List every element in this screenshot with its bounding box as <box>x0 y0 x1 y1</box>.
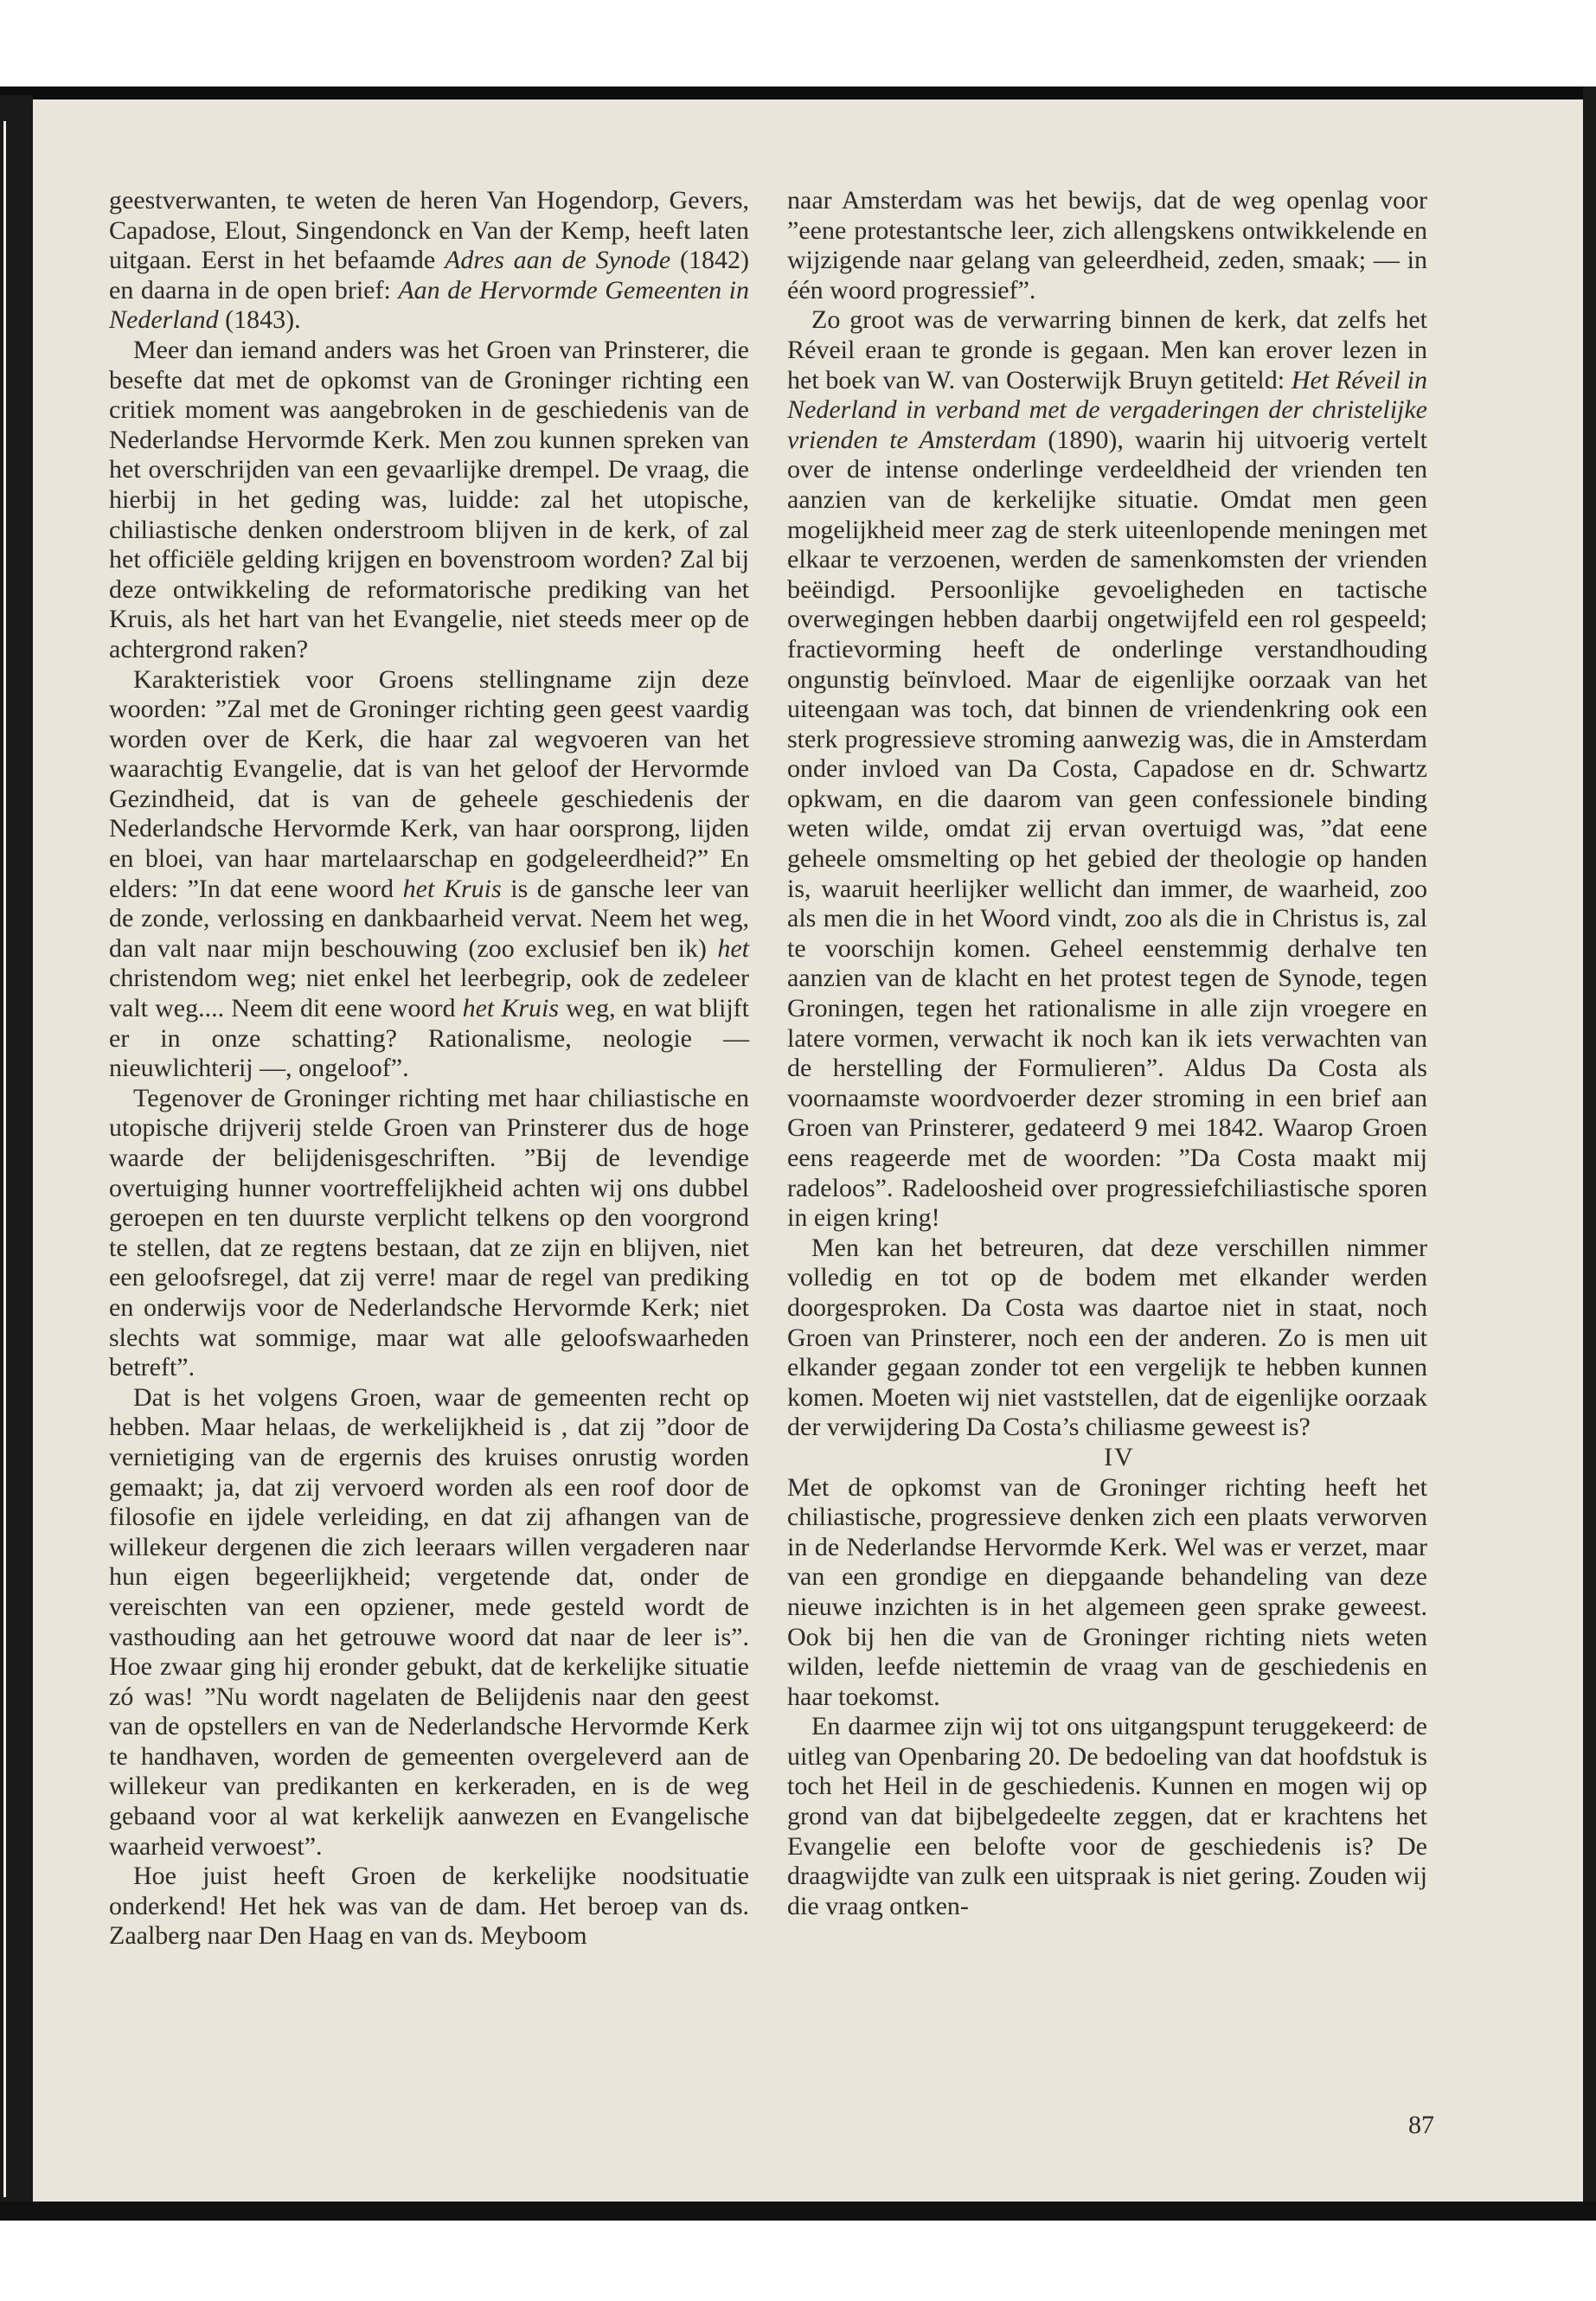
right-paragraph-5: En daarmee zijn wij tot ons uitgangspunt teruggekeerd: de uitleg van Openbaring 20. De bedoeling van dat hoofdstuk is toch het Heil in de geschiedenis. Kunnen en mogen wij op grond van dat bijbelgedeelte zeggen, dat er krachtens het Evangelie een belofte voor de geschiedenis is? De draagwijdte van zulk een uitspraak is niet gering. Zouden wij die vraag ontken- <box>787 1712 1427 1920</box>
scan-border-bottom <box>0 2202 1596 2221</box>
section-heading-iv: IV <box>1104 1442 1135 1471</box>
scan-edge-line <box>3 121 6 2197</box>
title-adres-synode: Adres aan de Synode <box>445 246 671 275</box>
emphasis-het-kruis: het Kruis <box>402 874 502 903</box>
right-paragraph-1: naar Amsterdam was het bewijs, dat de weg openlag voor ”eene protestantsche leer, zich allengskens ontwikkelende en wijzigende naar gelang van geleerdheid, zeden, smaak; — in één woord progressief”. <box>787 186 1427 304</box>
left-paragraph-2: Meer dan iemand anders was het Groen van Prinsterer, die besefte dat met de opkomst van de Groninger richting een critiek moment was aangebroken in de geschiedenis van de Nederlandse Hervormde Kerk. Men zou kunnen spreken van het overschrijden van een gevaarlijke drempel. De vraag, die hierbij in het geding was, luidde: zal het utopische, chiliastische denken onderstroom blijven in de kerk, of zal het officiële gelding krijgen en bovenstroom worden? Zal bij deze ontwikkeling de reformatorische prediking van het Kruis, als het hart van het Evangelie, niet steeds meer op de achtergrond raken? <box>109 335 749 663</box>
scan-border-right <box>1583 87 1596 2206</box>
book-page <box>33 99 1583 2210</box>
title-reveil-in-nederland: Het Réveil in Nederland in verband met de vergaderingen der christelijke vrienden te Amsterdam <box>787 365 1427 454</box>
left-paragraph-6: Hoe juist heeft Groen de kerkelijke noodsituatie onderkend! Het hek was van de dam. Het beroep van ds. Zaalberg naar Den Haag en van ds. Meyboom <box>109 1862 749 1951</box>
left-column <box>109 186 749 1952</box>
left-paragraph-4: Tegenover de Groninger richting met haar chiliastische en utopische drijverij stelde Groen van Prinsterer dus de hoge waarde der belijdenisgeschriften. ”Bij de levendige overtuiging hunner voortreffelijkheid achten wij ons dubbel geroepen en ten duurste verplicht telkens op den voorgrond te stellen, dat ze regtens bestaan, dat ze zijn en blijven, niet een geloofsregel, dat zij verre! maar de regel van prediking en onderwijs voor de Nederlandsche Hervormde Kerk; niet slechts wat sommige, maar wat alle geloofswaarheden betreft”. <box>109 1083 749 1382</box>
title-open-brief: Aan de Hervormde Gemeenten in Nederland <box>109 275 750 335</box>
right-paragraph-2: Zo groot was de verwarring binnen de kerk, dat zelfs het Réveil eraan te gronde is gegaan. Men kan erover lezen in het boek van W. van Oosterwijk Bruyn getiteld: Het Réveil in Nederland in verband met de vergaderingen der christelijke vrienden te Amsterdam (1890), waarin hij uitvoerig vertelt over de intense onderlinge verdeeldheid der vrienden ten aanzien van de kerkelijke situatie. Omdat men geen mogelijkheid meer zag de sterk uiteenlopende meningen met elkaar te verzoenen, werden de samenkomsten der vrienden beëindigd. Persoonlijke gevoeligheden en tactische overwegingen hebben daarbij ongetwijfeld een rol gespeeld; fractievorming heeft de onderlinge verstandhouding ongunstig beïnvloed. Maar de eigenlijke oorzaak van het uiteengaan was toch, dat binnen de vriendenkring ook een sterk progressieve stroming aanwezig was, die in Amsterdam onder invloed van Da Costa, Capadose en dr. Schwartz opkwam, en die daarom van geen confessionele binding weten wilde, omdat zij ervan overtuigd was, ”dat eene geheele omsmelting op het gebied der theologie op handen is, waaruit heerlijker wellicht dan immer, de waarheid, zoo als men die in het Woord vindt, zoo als die in Christus is, zal te voorschijn komen. Geheel eenstemmig derhalve ten aanzien van de klacht en het protest tegen de Synode, tegen Groningen, tegen het rationalisme in alle zijn vroegere en latere vormen, verwacht ik noch kan ik iets verwachten van de herstelling der Formulieren”. Aldus Da Costa als voornaamste woordvoerder dezer stroming in een brief aan Groen van Prinsterer, gedateerd 9 mei 1842. Waarop Groen eens reageerde met de woorden: ”Da Costa maakt mij radeloos”. Radeloosheid over progressiefchiliastische sporen in eigen kring! <box>787 305 1427 1233</box>
left-paragraph-3: Karakteristiek voor Groens stellingname zijn deze woorden: ”Zal met de Groninger richting geen geest vaardig worden over de Kerk, die haar zal wegvoeren van het waarachtig Evangelie, dat is van het geloof der Hervormde Gezindheid, dat is van de geheele geschiedenis der Nederlandsche Hervormde Kerk, van haar oorsprong, lijden en bloei, van haar martelaarschap en godgeleerdheid?” En elders: ”In dat eene woord het Kruis is de gansche leer van de zonde, verlossing en dankbaarheid vervat. Neem het weg, dan valt naar mijn beschouwing (zoo exclusief ben ik) het christendom weg; niet enkel het leerbegrip, ook de zedeleer valt weg.... Neem dit eene woord het Kruis weg, en wat blijft er in onze schatting? Rationalisme, neologie — nieuwlichterij —, ongeloof”. <box>109 664 749 1083</box>
right-column <box>787 186 1427 1921</box>
left-paragraph-1: geestverwanten, te weten de heren Van Hogendorp, Gevers, Capadose, Elout, Singendonck en Van der Kemp, heeft laten uitgaan. Eerst in het befaamde Adres aan de Synode (1842) en daarna in de open brief: Aan de Hervormde Gemeenten in Nederland (1843). <box>109 186 750 335</box>
right-paragraph-4: Met de opkomst van de Groninger richting heeft het chiliastische, progressieve denken zich een plaats verworven in de Nederlandse Hervormde Kerk. Wel was er verzet, maar van een grondige en diepgaande behandeling van deze nieuwe inzichten is in het algemeen geen sprake geweest. Ook bij hen die van de Groninger richting niets weten wilden, leefde niettemin de vraag van de geschiedenis en haar toekomst. <box>787 1472 1427 1711</box>
emphasis-het: het <box>717 933 749 963</box>
page-number: 87 <box>1408 2111 1434 2139</box>
emphasis-het-kruis-2: het Kruis <box>462 994 560 1023</box>
right-paragraph-3: Men kan het betreuren, dat deze verschillen nimmer volledig en tot op de bodem met elkander werden doorgesproken. Da Costa was daartoe niet in staat, noch Groen van Prinsterer, noch een der anderen. Zo is men uit elkander gegaan zonder tot een vergelijk te hebben kunnen komen. Moeten wij niet vaststellen, dat de eigenlijke oorzaak der verwijdering Da Costa’s chiliasme geweest is? <box>787 1233 1427 1442</box>
left-paragraph-5: Dat is het volgens Groen, waar de gemeenten recht op hebben. Maar helaas, de werkelijkheid is , dat zij ”door de vernietiging van de ergernis des kruises onrustig worden gemaakt; ja, dat zij vervoerd worden als een roof door de filosofie en ijdele verleiding, en dat zij afhangen van de willekeur dergenen die zich leeraars willen vergaderen naar hun eigen begeerlijkheid; vergetende dat, onder de vereischten van een opziener, mede gesteld wordt de vasthouding aan het getrouwe woord dat naar de leer is”. Hoe zwaar ging hij eronder gebukt, dat de kerkelijke situatie zó was! ”Nu wordt nagelaten de Belijdenis naar den geest van de opstellers en van de Nederlandsche Hervormde Kerk te handhaven, worden de gemeenten overgeleverd aan de willekeur van predikanten en kerkeraden, en is de weg gebaand voor al wat kerkelijk aanwezen en Evangelische waarheid verwoest”. <box>109 1382 749 1861</box>
